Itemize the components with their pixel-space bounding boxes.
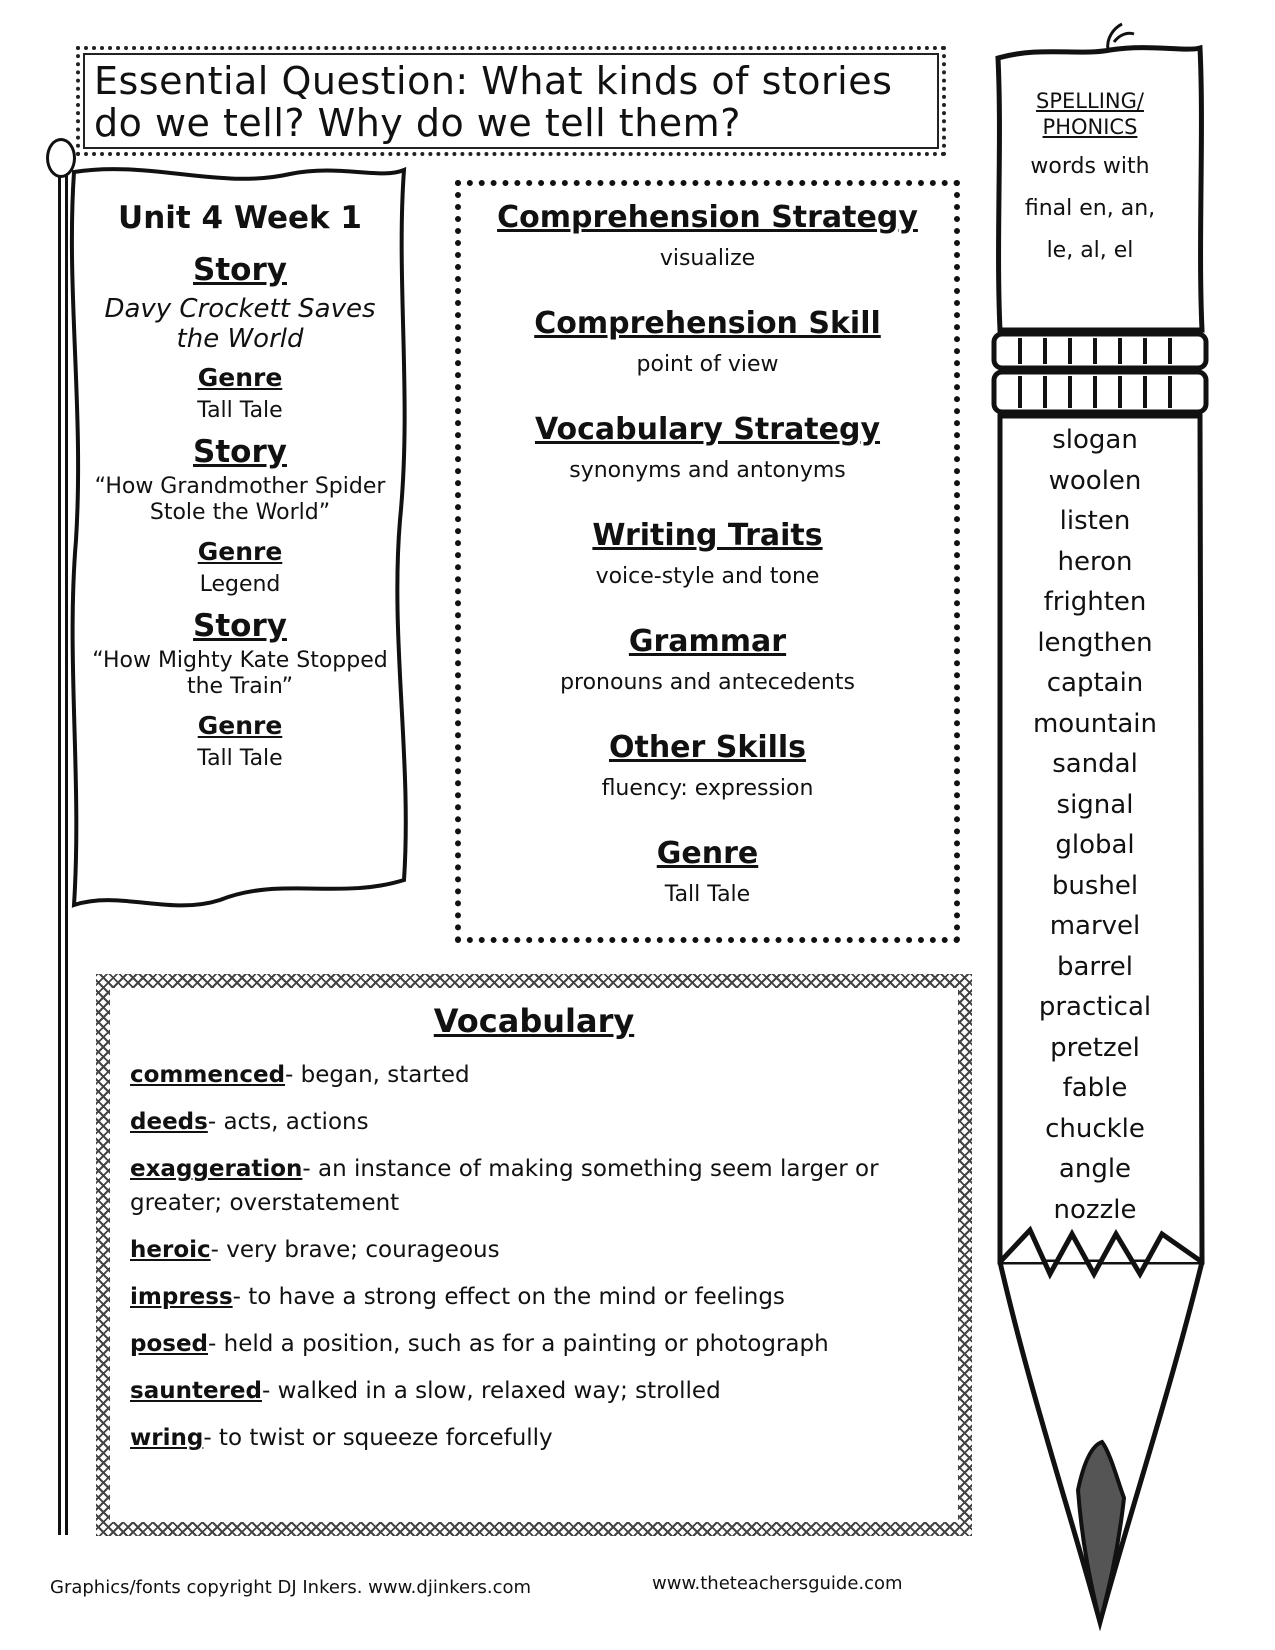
spelling-description — [1010, 146, 1170, 272]
skill-vocabulary-strategy — [461, 410, 954, 486]
skill-heading: Writing Traits — [592, 518, 823, 553]
spelling-title-line1: SPELLING/ — [1036, 89, 1144, 113]
skill-value: point of view — [636, 352, 779, 377]
banner-content — [80, 200, 400, 780]
vocab-entry — [130, 1327, 938, 1361]
skill-value: Tall Tale — [664, 882, 751, 907]
story-label: Story — [193, 434, 287, 470]
vocab-entry — [130, 1421, 938, 1455]
vocab-definition: - acts, actions — [207, 1109, 369, 1135]
vocabulary-box — [96, 974, 972, 1536]
spelling-word: heron — [1057, 546, 1133, 577]
vocab-word: posed — [130, 1331, 209, 1357]
spelling-word: angle — [1058, 1154, 1132, 1184]
spelling-word: chuckle — [1045, 1113, 1145, 1144]
skill-value: synonyms and antonyms — [569, 458, 846, 483]
spelling-word: pretzel — [1050, 1032, 1140, 1063]
skill-value: voice-style and tone — [595, 564, 820, 589]
genre-value: Tall Tale — [197, 746, 283, 771]
vocab-entry — [130, 1233, 938, 1267]
spelling-word: woolen — [1048, 465, 1142, 496]
skill-heading: Comprehension Skill — [534, 306, 881, 341]
skill-comprehension-strategy — [461, 198, 954, 274]
vocab-word: sauntered — [130, 1378, 262, 1404]
story-label: Story — [193, 252, 287, 288]
skill-genre — [461, 834, 954, 910]
skill-writing-traits — [461, 516, 954, 592]
flagpole — [58, 150, 68, 1535]
skill-value: visualize — [659, 246, 756, 271]
vocab-word: commenced — [130, 1062, 286, 1088]
spelling-word: sandal — [1052, 749, 1138, 779]
story-title: Davy Crockett Saves the World — [104, 294, 376, 354]
vocab-word: wring — [130, 1425, 204, 1451]
genre-label: Genre — [197, 537, 283, 566]
story-block-3 — [80, 606, 400, 772]
vocab-definition: - an instance of making something seem larger or greater; overstatement — [130, 1156, 879, 1216]
skill-heading: Comprehension Strategy — [497, 200, 918, 235]
story-block-1 — [80, 250, 400, 424]
vocab-definition: - held a position, such as for a painting or photograph — [208, 1331, 829, 1357]
genre-label: Genre — [197, 363, 283, 392]
genre-label: Genre — [197, 711, 283, 740]
vocab-word: exaggeration — [130, 1156, 303, 1182]
story-label: Story — [193, 608, 287, 644]
vocab-entry — [130, 1152, 938, 1220]
spelling-desc-line2: final en, an, — [1024, 196, 1156, 221]
spelling-word: fable — [1062, 1073, 1128, 1103]
spelling-word: marvel — [1049, 911, 1141, 941]
skill-heading: Other Skills — [608, 730, 807, 765]
footer-website: www.theteachersguide.com — [652, 1573, 903, 1594]
spelling-desc-line1: words with — [1030, 154, 1150, 179]
story-title: “How Mighty Kate Stopped the Train” — [92, 648, 388, 699]
vocab-definition: - to twist or squeeze forcefully — [203, 1425, 553, 1451]
skill-comprehension-skill — [461, 304, 954, 380]
vocab-entry — [130, 1374, 938, 1408]
spelling-phonics-header — [1010, 88, 1170, 272]
skill-heading: Vocabulary Strategy — [534, 412, 881, 447]
skill-other-skills — [461, 728, 954, 804]
spelling-title-line2: PHONICS — [1042, 115, 1138, 139]
skills-box — [455, 180, 960, 943]
spelling-word: global — [1055, 830, 1135, 860]
unit-week-title: Unit 4 Week 1 — [118, 200, 362, 236]
spelling-word: practical — [1038, 992, 1152, 1022]
skill-heading: Grammar — [628, 624, 787, 659]
vocab-definition: - to have a strong effect on the mind or feelings — [232, 1284, 785, 1310]
vocab-entry — [130, 1105, 938, 1139]
spelling-title — [1010, 88, 1170, 140]
vocab-definition: - very brave; courageous — [210, 1237, 500, 1263]
skill-value: pronouns and antecedents — [560, 670, 855, 695]
spelling-word: frighten — [1043, 587, 1147, 617]
story-title: “How Grandmother Spider Stole the World” — [94, 474, 386, 525]
spelling-word: bushel — [1051, 870, 1139, 901]
genre-value: Tall Tale — [197, 398, 283, 423]
vocabulary-title: Vocabulary — [433, 1002, 635, 1040]
vocab-entry — [130, 1058, 938, 1092]
spelling-word-list — [1010, 420, 1180, 1230]
vocab-word: heroic — [130, 1237, 211, 1263]
spelling-word: listen — [1059, 506, 1131, 536]
skill-heading: Genre — [656, 836, 759, 871]
spelling-word: captain — [1046, 668, 1144, 698]
spelling-word: nozzle — [1053, 1194, 1137, 1225]
vocab-entry — [130, 1280, 938, 1314]
story-block-2 — [80, 432, 400, 598]
spelling-word: slogan — [1052, 425, 1138, 455]
spelling-word: mountain — [1032, 708, 1158, 739]
skill-value: fluency: expression — [601, 776, 814, 801]
spelling-desc-line3: le, al, el — [1046, 238, 1134, 263]
spelling-word: lengthen — [1037, 627, 1153, 658]
essential-question-box — [76, 46, 946, 156]
footer-copyright: Graphics/fonts copyright DJ Inkers. www.djinkers.com — [50, 1577, 532, 1598]
flagpole-knob — [46, 138, 76, 178]
vocab-word: deeds — [130, 1109, 208, 1135]
vocab-definition: - walked in a slow, relaxed way; strolled — [261, 1378, 721, 1404]
essential-question-text: Essential Question: What kinds of stories do we tell? Why do we tell them? — [94, 59, 893, 145]
spelling-word: barrel — [1056, 951, 1133, 982]
skill-grammar — [461, 622, 954, 698]
vocab-definition: - began, started — [285, 1062, 470, 1088]
spelling-word: signal — [1056, 789, 1134, 820]
vocab-word: impress — [130, 1284, 233, 1310]
genre-value: Legend — [199, 572, 281, 597]
